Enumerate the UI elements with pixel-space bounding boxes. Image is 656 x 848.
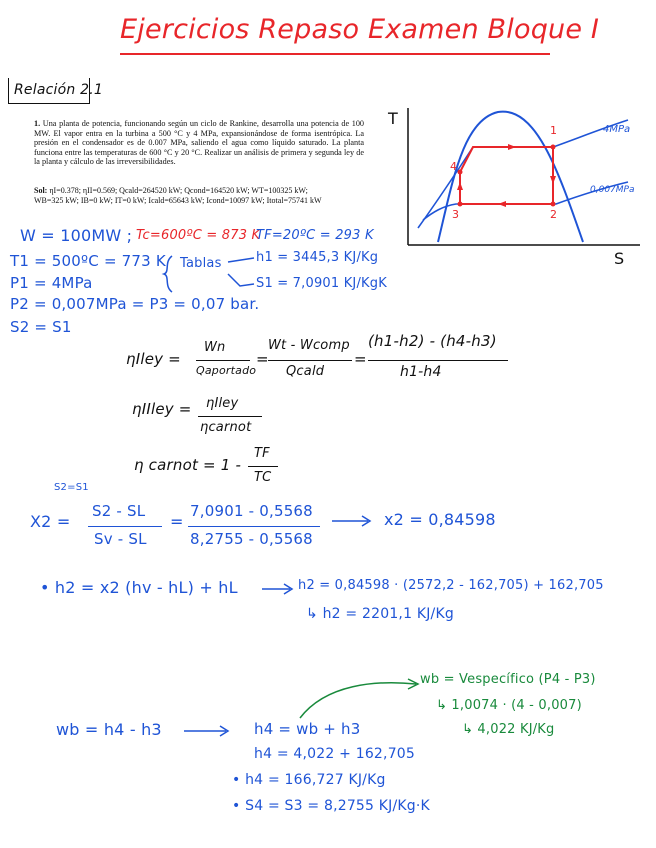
x2-arrow (330, 514, 374, 528)
given-h1: h1 = 3445,3 KJ/Kg (256, 250, 379, 265)
state-label-1: 1 (550, 124, 557, 137)
h4-result: • h4 = 166,727 KJ/Kg (232, 772, 386, 788)
section-label: Relación 2.1 (14, 82, 103, 98)
arrow-expansion (550, 176, 556, 184)
h2-calculation: h2 = 0,84598 · (2572,2 - 162,705) + 162,705 (298, 578, 604, 593)
wb-note: wb = Vespecífico (P4 - P3) (420, 672, 596, 687)
given-p1: P1 = 4MPa (10, 274, 93, 292)
tablas-brace (160, 252, 260, 296)
x2-val-line (188, 526, 320, 527)
state-label-2: 2 (550, 208, 557, 221)
given-tc: Tc=600ºC = 873 K (136, 228, 261, 243)
state-point-3 (458, 202, 463, 207)
eta2-lhs: ηIIley = (132, 400, 192, 418)
solution-label: Sol: (34, 186, 48, 195)
solution-line-2: WB=325 kW; IB=0 kW; IT=0 kW; Icald=65643 kW; Icond=10097 kW; Itotal=75741 kW (34, 195, 322, 205)
eta1-rhs-line (368, 360, 508, 361)
given-tf: TF=20ºC = 293 K (256, 228, 374, 243)
eta1-mid-line (268, 360, 352, 361)
state-label-3: 3 (452, 208, 459, 221)
given-t1: T1 = 500ºC = 773 K (10, 252, 166, 270)
solution-block (34, 186, 364, 205)
wb-note-result: ↳ 4,022 KJ/Kg (462, 722, 555, 737)
h4-equation: h4 = wb + h3 (254, 720, 361, 738)
eta1-num: Wn (204, 340, 226, 355)
note-s2-s1: S2=S1 (54, 482, 89, 493)
h4-numeric: h4 = 4,022 + 162,705 (254, 746, 416, 762)
state-label-4: 4 (450, 160, 457, 173)
title-underline (120, 53, 550, 55)
eta1-eq3: = (354, 350, 367, 368)
eta1-mid-num: Wt - Wcomp (268, 338, 350, 353)
carnot-den: TC (254, 470, 272, 485)
wb-arrow (182, 724, 232, 738)
wb-definition: wb = h4 - h3 (56, 720, 162, 739)
x2-eq-sign: = (170, 512, 184, 531)
problem-text: Una planta de potencia, funcionando según un ciclo de Rankine, desarrolla una potencia de 100 MW. El vapor entra en la turbina a 500 °C y 4 MPa, expansionándose de forma isentrópica. La presión en el condensador es de 0.007 MPa, saliendo el agua como líquido saturado. La planta funciona entre las temperaturas de 600 °C y 20 °C. Realizar un análisis de primera y segunda ley de la planta y cálculo de las irreversibilidades. (34, 119, 365, 167)
arrow-heat-in (508, 144, 516, 150)
eta1-eq2: = (256, 350, 269, 368)
x2-num: S2 - SL (92, 502, 146, 520)
eta1-mid-den: Qcald (286, 364, 325, 379)
rankine-cycle (460, 147, 553, 204)
arrow-pump (457, 182, 463, 190)
page-title: Ejercicios Repaso Examen Bloque I (120, 14, 600, 45)
eta1-frac-line (196, 360, 250, 361)
x2-num-val: 7,0901 - 0,5568 (190, 502, 313, 520)
axis-t-label: T (388, 109, 398, 128)
isobar-high (418, 120, 631, 228)
x2-lhs: X2 = (30, 512, 71, 531)
label-p-high: 4MPa (603, 124, 631, 135)
given-s1: S1 = 7,0901 KJ/KgK (256, 276, 387, 291)
eta1-rhs-num: (h1-h2) - (h4-h3) (368, 332, 497, 350)
given-p2: P2 = 0,007MPa = P3 = 0,07 bar. (10, 295, 260, 313)
s4-result: • S4 = S3 = 8,2755 KJ/Kg·K (232, 798, 430, 814)
ts-diagram (378, 100, 648, 270)
carnot-num: TF (254, 446, 270, 461)
label-p-low: 0,007MPa (590, 185, 635, 195)
state-point-4 (458, 170, 463, 175)
eta1-lhs: ηIley = (126, 350, 181, 368)
problem-statement (34, 119, 364, 167)
solution-line-1: ηI=0.378; ηII=0.569; Qcald=264520 kW; Qcond=164520 kW; WT=100325 kW; (49, 186, 308, 195)
tablas-label: Tablas (180, 256, 222, 271)
problem-number: 1. (34, 119, 41, 128)
eta2-frac-line (198, 416, 262, 417)
eta2-num: ηIley (206, 396, 239, 411)
given-power: W = 100MW ; (20, 226, 133, 245)
state-point-2 (551, 202, 556, 207)
eta2-den: ηcarnot (200, 420, 252, 435)
eta1-rhs-den: h1-h4 (400, 364, 442, 380)
x2-den-val: 8,2755 - 0,5568 (190, 530, 313, 548)
x2-result: x2 = 0,84598 (384, 510, 496, 529)
given-s2: S2 = S1 (10, 318, 72, 336)
state-point-1 (551, 145, 556, 150)
wb-note-calc: ↳ 1,0074 · (4 - 0,007) (436, 698, 582, 713)
x2-den: Sv - SL (94, 530, 147, 548)
carnot-eq: η carnot = 1 - (134, 456, 242, 474)
x2-frac-line (88, 526, 162, 527)
h2-definition: • h2 = x2 (hv - hL) + hL (40, 578, 238, 597)
h2-arrow (260, 582, 296, 596)
axis-s-label: S (614, 249, 625, 268)
eta1-den: Qaportado (196, 364, 257, 377)
arrow-condense (498, 201, 506, 207)
wb-link-arrow (296, 676, 426, 722)
h2-result: ↳ h2 = 2201,1 KJ/Kg (306, 606, 454, 622)
carnot-frac-line (248, 466, 278, 467)
